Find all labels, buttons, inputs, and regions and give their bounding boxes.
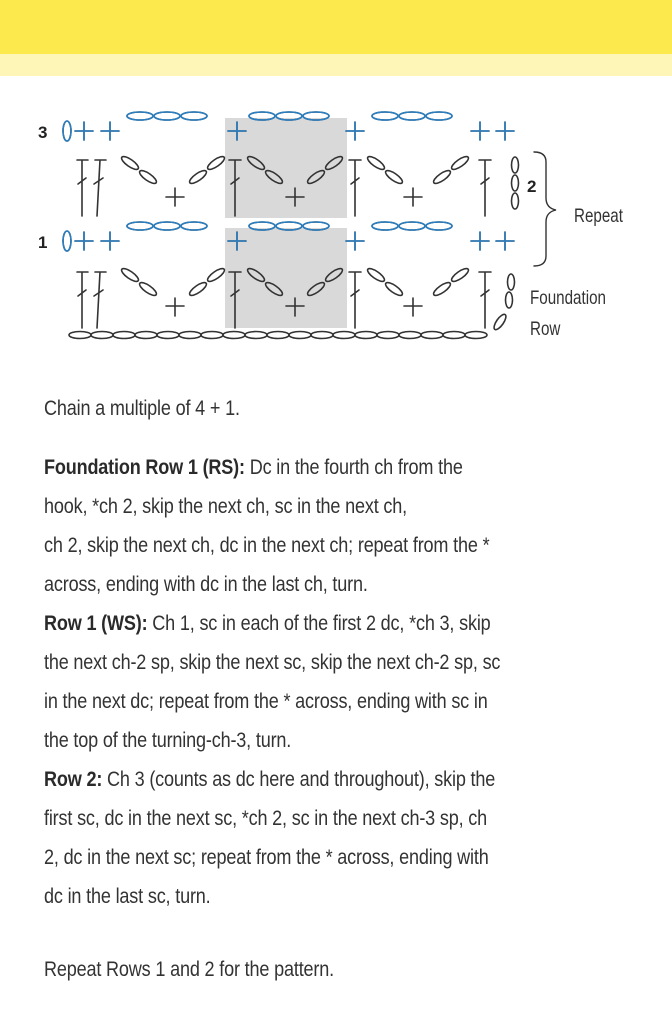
intro-text: Chain a multiple of 4 + 1. xyxy=(44,397,240,420)
foundation-heading: Foundation Row 1 (RS): xyxy=(44,456,245,479)
row1-line-4: the top of the turning-ch-3, turn. xyxy=(44,729,292,752)
row1-line-2: the next ch-2 sp, skip the next sc, skip the next ch-2 sp, sc xyxy=(44,651,501,674)
foundation-line-1: Dc in the fourth ch from the xyxy=(244,456,463,479)
foundation-label-line2: Row xyxy=(530,317,561,340)
foundation-line-2: hook, *ch 2, skip the next ch, sc in the next ch, xyxy=(44,495,408,518)
foundation-line-3: ch 2, skip the next ch, dc in the next ch; repeat from the * xyxy=(44,534,490,557)
row-number-3: 3 xyxy=(38,123,48,142)
repeat-shading-lower xyxy=(225,228,347,328)
row2-line-2: first sc, dc in the next sc, *ch 2, sc in the next ch-3 sp, ch xyxy=(44,807,488,830)
row2-line-3: 2, dc in the next sc; repeat from the * across, ending with xyxy=(44,846,489,869)
row1-heading: Row 1 (WS): xyxy=(44,612,148,635)
top-banner xyxy=(0,0,672,54)
row2-line-4: dc in the last sc, turn. xyxy=(44,885,211,908)
repeat-brace xyxy=(534,152,556,266)
row1-line-1: Ch 1, sc in each of the first 2 dc, *ch 3, skip xyxy=(147,612,491,635)
row-number-2: 2 xyxy=(527,177,537,196)
repeat-shading-upper xyxy=(225,118,347,218)
foundation-label-line1: Foundation xyxy=(530,286,606,309)
outro-text: Repeat Rows 1 and 2 for the pattern. xyxy=(44,958,334,981)
top-banner-shade xyxy=(0,54,672,76)
foundation-row-instructions xyxy=(44,448,637,916)
foundation-line-4: across, ending with dc in the last ch, turn. xyxy=(44,573,368,596)
row2-line-1: Ch 3 (counts as dc here and throughout), skip the xyxy=(102,768,496,791)
row2-heading: Row 2: xyxy=(44,768,103,791)
row1-line-3: in the next dc; repeat from the * across, ending with sc in xyxy=(44,690,488,713)
repeat-label: Repeat xyxy=(574,204,623,227)
crochet-stitch-diagram xyxy=(0,80,672,370)
row-number-1: 1 xyxy=(38,233,48,252)
